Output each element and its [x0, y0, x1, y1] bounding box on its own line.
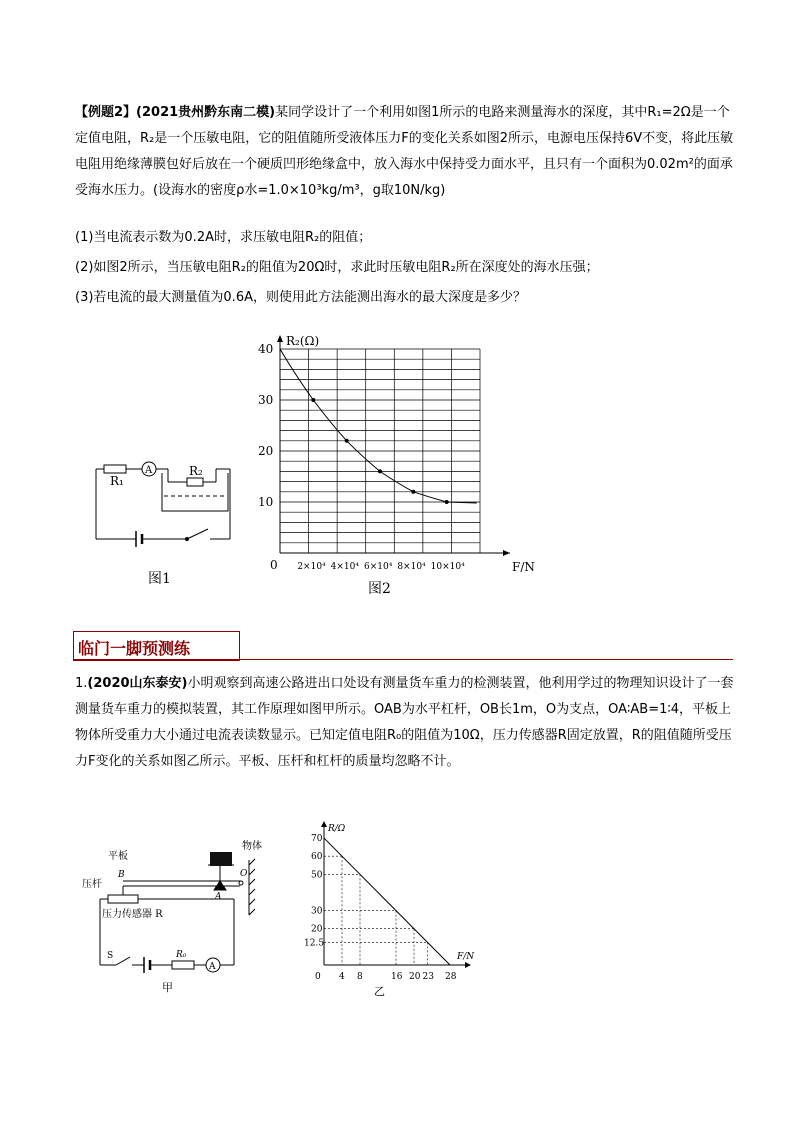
y-tick-label: 20: [258, 444, 274, 458]
resistor-r2: [187, 478, 203, 486]
resistor-r1: [104, 465, 126, 473]
data-point: [378, 469, 382, 473]
y-tick-label: 70: [311, 834, 323, 845]
switch-symbol: [187, 529, 208, 539]
data-point: [345, 439, 349, 443]
label-r2: R₂: [189, 464, 203, 478]
y-tick-label: 60: [311, 852, 323, 863]
x-axis-arrow: [503, 550, 510, 556]
x-tick-label: 2×10⁴: [297, 562, 326, 572]
label-r1: R₁: [110, 474, 124, 488]
r-line: [324, 838, 450, 965]
label-a: A: [215, 892, 222, 902]
problem-1-paragraph: [75, 671, 735, 775]
x-tick-label: 10×10⁴: [430, 562, 465, 572]
x-tick-label: 8: [357, 972, 363, 982]
y-tick-label: 40: [258, 342, 274, 356]
y-axis-label: R/Ω: [328, 824, 346, 834]
figure-yi-caption: 乙: [374, 985, 385, 998]
x-axis-arrow: [465, 962, 471, 968]
example-paragraph: [75, 100, 735, 204]
x-tick-label: 20: [409, 972, 421, 982]
figure-1-circuit: [92, 455, 242, 555]
label-s: S: [107, 951, 114, 961]
data-point: [411, 490, 415, 494]
question-2: (2)如图2所示，当压敏电阻R₂的阻值为20Ω时，求此时压敏电阻R₂所在深度处的海水压强；: [75, 260, 599, 275]
label-o: O: [240, 869, 248, 879]
y-tick-label: 20: [311, 924, 323, 935]
label-r0: R₀: [176, 950, 187, 960]
label-sensor: 压力传感器 R: [102, 909, 163, 920]
x-tick-label: 16: [391, 972, 403, 982]
y-axis-arrow: [321, 821, 327, 827]
figure-jia-caption: 甲: [162, 981, 173, 994]
x-tick-label: 23: [422, 972, 434, 982]
y-tick-label: 30: [311, 906, 323, 917]
data-point: [445, 500, 449, 504]
resistor-r0: [172, 961, 194, 969]
figure-jia-device: [80, 835, 280, 995]
switch-s: [116, 957, 130, 965]
label-ammeter: A: [145, 465, 153, 476]
x-tick-label: 4×10⁴: [330, 562, 359, 572]
y-tick-label: 12.5: [304, 938, 325, 949]
figure-2-chart: [250, 323, 550, 583]
label-ammeter-jia: A: [209, 962, 216, 972]
label-b: B: [118, 870, 125, 880]
example-intro: 某同学设计了一个利用如图1所示的电路来测量海水的深度，其中R₁=2Ω是一个定值电阻，R₂是一个压敏电阻，它的阻值随所受液体压力F的变化关系如图2所示，电源电压保持6V不变，将此压敏电阻用绝缘薄膜包好后放在一个硬质凹形绝缘盒中，放入海水中保持受力面水平，且只有一个面积为0.02m²的面承受海水压力。(设海水的密度ρ水=1.0×10³kg/m³，g取10N/kg): [75, 105, 734, 198]
x-tick-label: 4: [339, 972, 345, 982]
x-axis-label: F/N: [457, 952, 475, 962]
pressure-sensor: [108, 895, 138, 903]
insulating-box: [162, 473, 228, 511]
origin-label: 0: [315, 972, 321, 982]
example-tag: 【例题2】: [75, 105, 137, 120]
y-tick-label: 30: [258, 393, 274, 407]
figure-yi-chart: [300, 815, 480, 998]
x-axis-label: F/N: [512, 560, 535, 574]
data-point: [311, 398, 315, 402]
label-object: 物体: [242, 841, 262, 852]
label-rod: 压杆: [82, 879, 102, 890]
label-plate: 平板: [108, 851, 128, 862]
object-block: [210, 852, 232, 866]
problem-1-source: (2020山东泰安): [87, 676, 188, 691]
section-title: 临门一脚预测练: [78, 639, 191, 658]
section-divider: [73, 659, 733, 660]
problem-1-number: 1.: [75, 676, 88, 691]
x-tick-label: 8×10⁴: [397, 562, 426, 572]
y-tick-label: 10: [258, 495, 274, 509]
y-tick-label: 50: [311, 870, 323, 881]
r2-curve: [280, 349, 477, 503]
question-3: (3)若电流的最大测量值为0.6A，则使用此方法能测出海水的最大深度是多少？: [75, 290, 526, 305]
y-axis-label: R₂(Ω): [286, 334, 320, 348]
figure-1-caption: 图1: [148, 571, 171, 587]
example-source: (2021贵州黔东南二模): [136, 105, 276, 120]
x-tick-label: 6×10⁴: [364, 562, 393, 572]
origin-label: 0: [270, 558, 278, 572]
problem-1-text: 小明观察到高速公路进出口处设有测量货车重力的检测装置，他利用学过的物理知识设计了一套测量货车重力的模拟装置，其工作原理如图甲所示。OAB为水平杠杆，OB长1m，O为支点，OA∶AB=1∶4，平板上物体所受重力大小通过电流表读数显示。已知定值电阻R₀的阻值为10Ω，压力传感器R固定放置，R的阻值随所受压力F变化的关系如图乙所示。平板、压杆和杠杆的质量均忽略不计。: [75, 676, 734, 769]
question-1: (1)当电流表示数为0.2A时，求压敏电阻R₂的阻值；: [75, 230, 372, 245]
x-tick-label: 28: [445, 972, 457, 982]
figure-2-caption: 图2: [368, 581, 391, 597]
y-axis-arrow: [277, 335, 283, 342]
section-header: [73, 631, 240, 661]
